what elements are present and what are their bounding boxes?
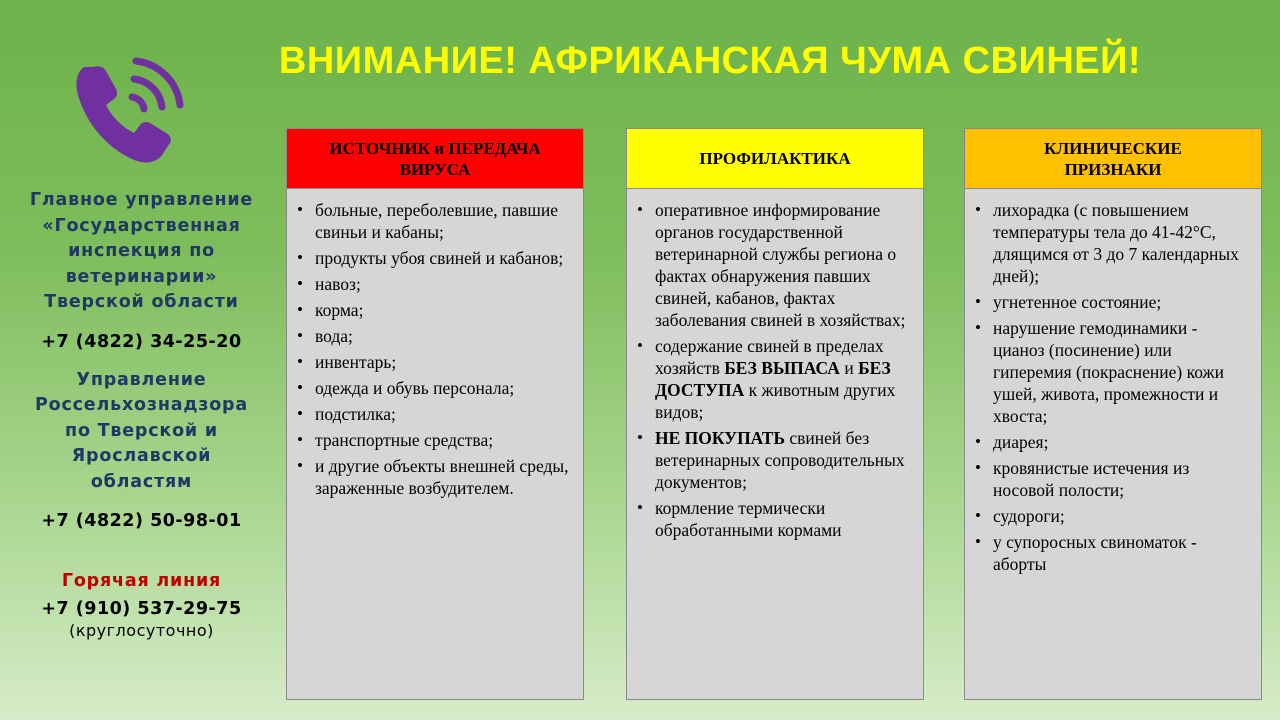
list-item: • корма; (297, 299, 575, 321)
column-prevention (626, 128, 924, 700)
list-item: • содержание свиней в пределах хозяйств БЕЗ ВЫПАСА и БЕЗ ДОСТУПА к животным других видов; (637, 335, 915, 423)
list-item: • больные, переболевшие, павшие свиньи и кабаны; (297, 199, 575, 243)
org-main-vet-directorate: Главное управление «Государственная инспекция по ветеринарии» Тверской области (29, 190, 254, 312)
list-item: • лихорадка (с повышением температуры тела до 41-42°С, длящимся от 3 до 7 календарных дней); (975, 199, 1253, 287)
column-source-transmission (286, 128, 584, 700)
list-item: • транспортные средства; (297, 429, 575, 451)
list-item: • у супоросных свиноматок - аборты (975, 531, 1253, 575)
list-item: • и другие объекты внешней среды, зараженные возбудителем. (297, 455, 575, 499)
phone-number-2[interactable]: +7 (4822) 50-98-01 (41, 511, 242, 531)
list-item: • кровянистые истечения из носовой полости; (975, 457, 1253, 501)
list-item: • НЕ ПОКУПАТЬ свиней без ветеринарных сопроводительных документов; (637, 427, 915, 493)
contact-panel (14, 188, 269, 640)
hotline-phone[interactable]: +7 (910) 537-29-75 (41, 599, 242, 619)
list-item: • инвентарь; (297, 351, 575, 373)
page-title: ВНИМАНИЕ! АФРИКАНСКАЯ ЧУМА СВИНЕЙ! (278, 40, 1142, 82)
list-item: • судороги; (975, 505, 1253, 527)
hotline-label: Горячая линия (61, 571, 222, 591)
column-header: ПРОФИЛАКТИКА (627, 129, 923, 189)
list-item: • оперативное информирование органов государственной ветеринарной службы региона о фактах обнаружения павших свиней, кабанов, фактах заболевания свиней в хозяйствах; (637, 199, 915, 331)
hotline-note: (круглосуточно) (69, 621, 214, 640)
list-item: • угнетенное состояние; (975, 291, 1253, 313)
list-item: • кормление термически обработанными кормами (637, 497, 915, 541)
list-item: • продукты убоя свиней и кабанов; (297, 247, 575, 269)
column-clinical-signs (964, 128, 1262, 700)
column-header: ИСТОЧНИК и ПЕРЕДАЧА ВИРУСА (287, 129, 583, 189)
phone-call-icon (70, 55, 185, 170)
list-item: • нарушение гемодинамики - цианоз (посинение) или гиперемия (покраснение) кожи ушей, живота, промежности и хвоста; (975, 317, 1253, 427)
phone-number-1[interactable]: +7 (4822) 34-25-20 (41, 331, 242, 352)
list-item: • диарея; (975, 431, 1253, 453)
list-item: • одежда и обувь персонала; (297, 377, 575, 399)
list-item: • навоз; (297, 273, 575, 295)
list-item: • вода; (297, 325, 575, 347)
list-item: • подстилка; (297, 403, 575, 425)
org-rosselkhoznadzor: Управление Россельхознадзора по Тверской и Ярославской областям (35, 369, 248, 492)
column-header: КЛИНИЧЕСКИЕ ПРИЗНАКИ (965, 129, 1261, 189)
